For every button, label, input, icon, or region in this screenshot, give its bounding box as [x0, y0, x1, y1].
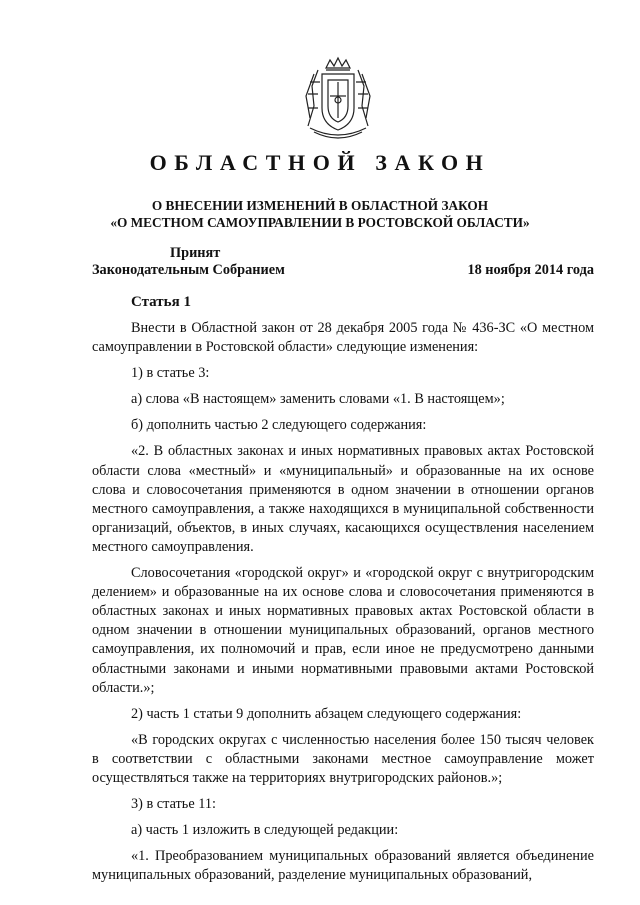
- document-title: ОБЛАСТНОЙ ЗАКОН: [149, 150, 491, 175]
- adoption-date: 18 ноября 2014 года: [467, 262, 594, 278]
- subtitle-line: «О МЕСТНОМ САМОУПРАВЛЕНИИ В РОСТОВСКОЙ ОБЛАСТИ»: [110, 215, 530, 230]
- document-subtitle: [0, 197, 640, 231]
- adoption-label: Принят: [170, 245, 221, 261]
- article-paragraph: 3) в статье 11:: [131, 796, 216, 813]
- article-paragraph: Внести в Областной закон от 28 декабря 2005 года № 436-ЗС «О местном самоуправлении в Ростовской области» следующие изменения:: [92, 320, 594, 356]
- article-paragraph: 1) в статье 3:: [131, 365, 210, 382]
- article-paragraph: «2. В областных законах и иных нормативных правовых актах Ростовской области слова «местный» и «муниципальный» и образованные на их основе слова и словосочетания применяются в одном значении в отношении органов местного самоуправления, а также находящихся в муниципальной собственности организаций, объектов, в иных случаях, касающихся осуществления населением местного самоуправления.: [92, 443, 594, 555]
- adoption-body: Законодательным Собранием: [92, 262, 285, 278]
- coat-of-arms-emblem-icon: [296, 56, 380, 142]
- article-paragraph: б) дополнить частью 2 следующего содержания:: [131, 417, 427, 434]
- article-heading: Статья 1: [131, 294, 191, 310]
- article-paragraph: а) часть 1 изложить в следующей редакции:: [131, 822, 399, 839]
- article-paragraph: «В городских округах с численностью населения более 150 тысяч человек в соответствии с областными законами местное самоуправление может осуществляться также на территориях внутригородских районов.»;: [92, 731, 594, 786]
- article-body: [92, 319, 594, 892]
- article-paragraph: 2) часть 1 статьи 9 дополнить абзацем следующего содержания:: [131, 705, 522, 722]
- article-paragraph: а) слова «В настоящем» заменить словами «1. В настоящем»;: [131, 391, 505, 408]
- article-paragraph: Словосочетания «городской округ» и «городской округ с внутригородским делением» и образованные на их основе слова и словосочетания применяются в областных законах и иных нормативных правовых актах Ростовской области в одном значении в отношении муниципальных образований, органов местного самоуправления, их полномочий и прав, если иное не предусмотрено данными областными законами и иными нормативными правовыми актами Ростовской области.»;: [92, 565, 594, 696]
- subtitle-line: О ВНЕСЕНИИ ИЗМЕНЕНИЙ В ОБЛАСТНОЙ ЗАКОН: [151, 198, 489, 213]
- article-paragraph: «1. Преобразованием муниципальных образований является объединение муниципальных образований, разделение муниципальных образований,: [92, 848, 594, 884]
